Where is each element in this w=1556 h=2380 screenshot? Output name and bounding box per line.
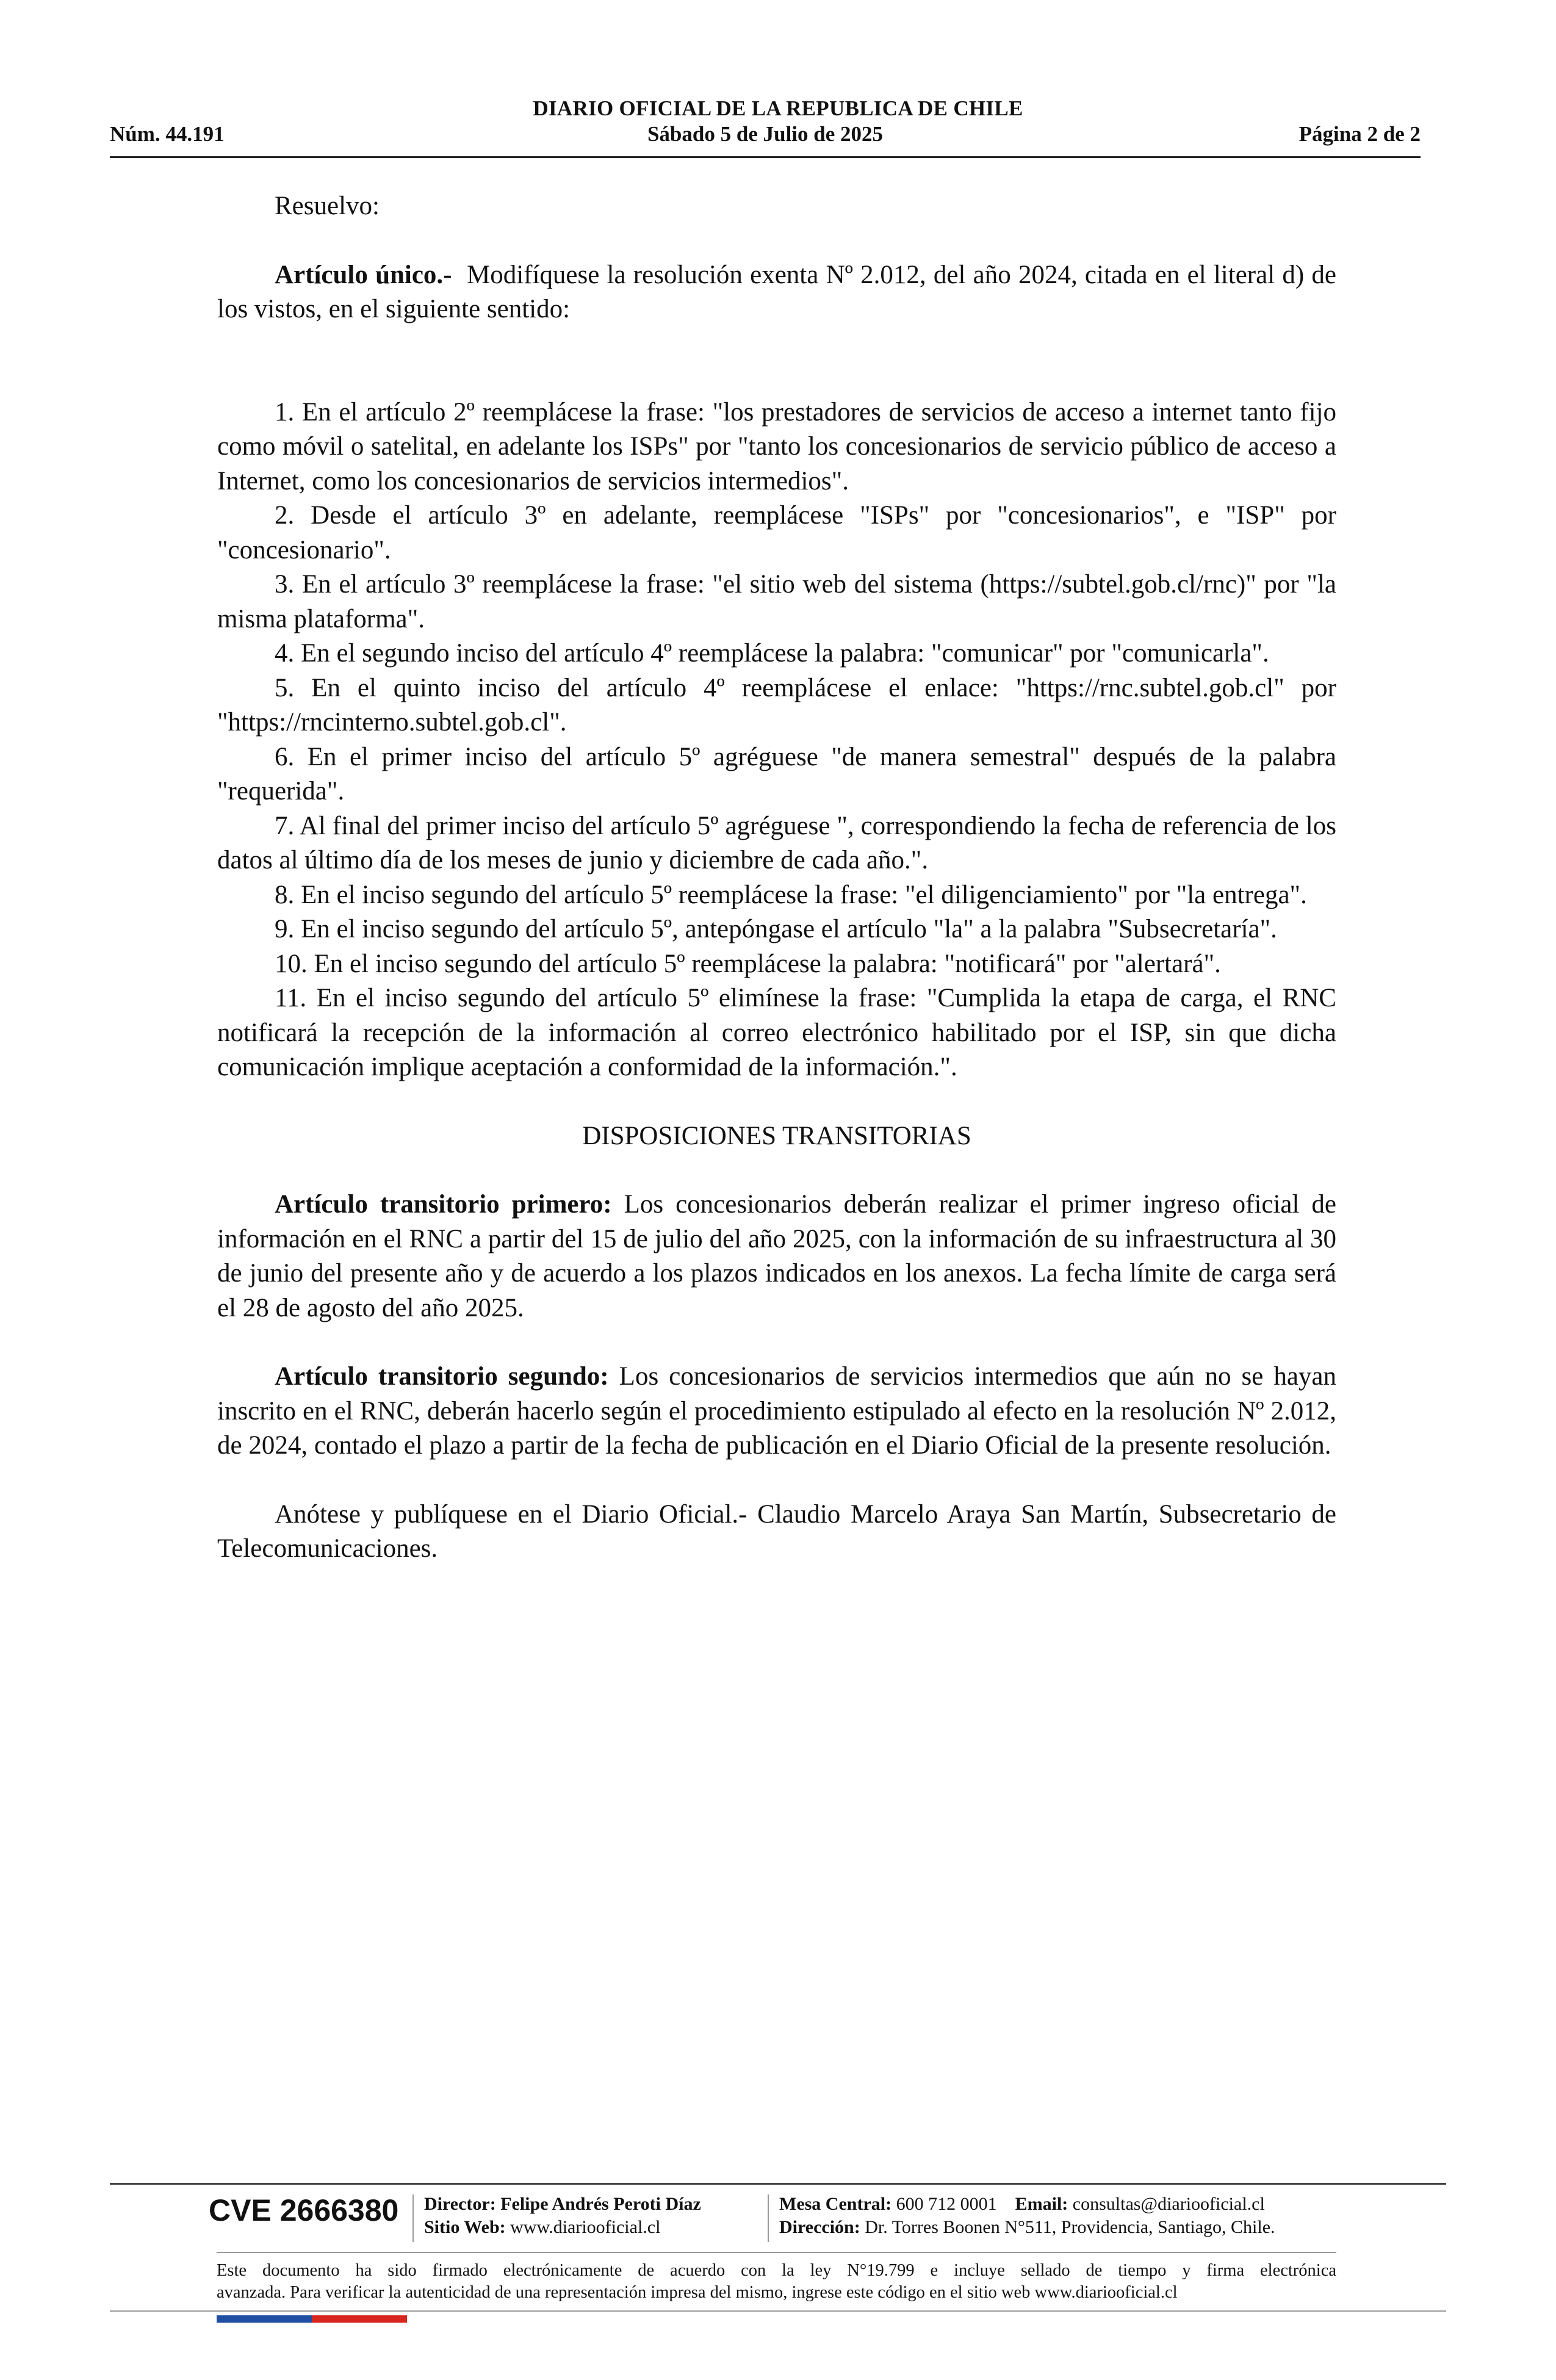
director-label: Director: xyxy=(424,2194,496,2214)
amendment-item: 6. En el primer inciso del artículo 5º agréguese "de manera semestral" después de la palabra "requerida". xyxy=(217,742,1336,806)
transitorio-primero-label: Artículo transitorio primero: xyxy=(275,1190,612,1219)
page-number: Página 2 de 2 xyxy=(1298,122,1421,146)
amendment-item: 11. En el inciso segundo del artículo 5º elimínese la frase: "Cumplida la etapa de carga, el RNC notificará la recepción de la información al correo electrónico habilitado por el ISP, sin que dicha comunicación implique aceptación a conformidad de la información.". xyxy=(217,984,1336,1081)
email-address[interactable]: consultas@diariooficial.cl xyxy=(1072,2194,1265,2214)
footer-contact-block xyxy=(779,2193,1275,2239)
footer-separator xyxy=(412,2194,414,2242)
resuelvo-line: Resuelvo: xyxy=(275,192,380,220)
email-label: Email: xyxy=(1015,2194,1068,2214)
flag-blue-segment xyxy=(217,2315,312,2323)
footer-divider-top xyxy=(110,2183,1446,2185)
flag-red-segment xyxy=(312,2315,407,2323)
articulo-unico-label: Artículo único.- xyxy=(275,260,452,289)
articulo-unico xyxy=(217,258,1336,327)
footer-director-block xyxy=(424,2193,701,2239)
mesa-phone: 600 712 0001 xyxy=(896,2194,997,2214)
amendment-item: 10. En el inciso segundo del artículo 5º reemplácese la palabra: "notificará" por "alertará". xyxy=(275,949,1221,978)
footer-divider-mid xyxy=(217,2252,1336,2253)
web-url[interactable]: www.diariooficial.cl xyxy=(510,2217,661,2237)
footer-divider-bottom xyxy=(110,2310,1446,2312)
transitorio-primero xyxy=(217,1188,1336,1325)
web-label: Sitio Web: xyxy=(424,2217,506,2237)
issue-number: Núm. 44.191 xyxy=(110,122,225,146)
amendment-item: 5. En el quinto inciso del artículo 4º reemplácese el enlace: "https://rnc.subtel.gob.cl" por "https://rncinterno.subtel.gob.cl". xyxy=(217,673,1336,737)
amendment-item: 3. En el artículo 3º reemplácese la frase: "el sitio web del sistema (https://subtel.gob.cl/rnc)" por "la misma plataforma". xyxy=(217,570,1336,633)
amendment-item: 8. En el inciso segundo del artículo 5º reemplácese la frase: "el diligenciamiento" por "la entrega". xyxy=(275,880,1307,909)
legal-notice-line: Este documento ha sido firmado electrónicamente de acuerdo con la ley N°19.799 e incluye sellado de tiempo y firma electrónica xyxy=(217,2261,1336,2280)
flag-stripe xyxy=(217,2315,407,2323)
transitorio-primero-text: Los concesionarios deberán realizar el primer ingreso oficial de información en el RNC a partir del 15 de julio del año 2025, con la información de su infraestructura al 30 de junio del presente año y de acuerdo a los plazos indicados en los anexos. La fecha límite de carga será el 28 de agosto del año 2025. xyxy=(217,1190,1337,1322)
closing-signature: Anótese y publíquese en el Diario Oficial.- Claudio Marcelo Araya San Martín, Subsecretario de Telecomunicaciones. xyxy=(217,1499,1336,1563)
gazette-title: DIARIO OFICIAL DE LA REPUBLICA DE CHILE xyxy=(533,96,1023,120)
amendment-item: 2. Desde el artículo 3º en adelante, reemplácese "ISPs" por "concesionarios", e "ISP" por "concesionario". xyxy=(217,501,1336,564)
amendment-item: 7. Al final del primer inciso del artículo 5º agréguese ", correspondiendo la fecha de referencia de los datos al último día de los meses de junio y diciembre de cada año.". xyxy=(217,811,1336,874)
transitorio-segundo xyxy=(217,1360,1336,1463)
transitorio-segundo-label: Artículo transitorio segundo: xyxy=(275,1362,609,1391)
articulo-unico-text: Modifíquese la resolución exenta Nº 2.012, del año 2024, citada en el literal d) de los vistos, en el siguiente sentido: xyxy=(217,260,1336,323)
amendment-item: 4. En el segundo inciso del artículo 4º reemplácese la palabra: "comunicar" por "comunicarla". xyxy=(275,639,1269,668)
direccion-label: Dirección: xyxy=(779,2217,860,2237)
amendment-item: 9. En el inciso segundo del artículo 5º, antepóngase el artículo "la" a la palabra "Subsecretaría". xyxy=(275,915,1277,943)
cve-code: CVE 2666380 xyxy=(209,2193,399,2227)
header-row xyxy=(110,122,1421,149)
header-divider xyxy=(110,156,1421,158)
issue-date: Sábado 5 de Julio de 2025 xyxy=(647,122,884,146)
legal-notice-line: avanzada. Para verificar la autenticidad de una representación impresa del mismo, ingrese este código en el sitio web www.diariooficial.cl xyxy=(217,2283,1178,2302)
mesa-label: Mesa Central: xyxy=(779,2194,892,2214)
direccion-value: Dr. Torres Boonen N°511, Providencia, Santiago, Chile. xyxy=(865,2217,1275,2237)
footer-separator xyxy=(768,2194,769,2242)
transitorio-segundo-text: Los concesionarios de servicios intermedios que aún no se hayan inscrito en el RNC, deberán hacerlo según el procedimiento estipulado al efecto en la resolución Nº 2.012, de 2024, contado el plazo a partir de la fecha de publicación en el Diario Oficial de la presente resolución. xyxy=(217,1362,1337,1460)
director-name: Felipe Andrés Peroti Díaz xyxy=(500,2194,701,2214)
legal-notice xyxy=(217,2260,1336,2304)
transitory-heading: DISPOSICIONES TRANSITORIAS xyxy=(582,1121,971,1150)
document-body xyxy=(217,189,1336,1567)
amendment-item: 1. En el artículo 2º reemplácese la frase: "los prestadores de servicios de acceso a internet tanto fijo como móvil o satelital, en adelante los ISPs" por "tanto los concesionarios de servicio público de acceso a Internet, como los concesionarios de servicios intermedios". xyxy=(217,397,1336,496)
